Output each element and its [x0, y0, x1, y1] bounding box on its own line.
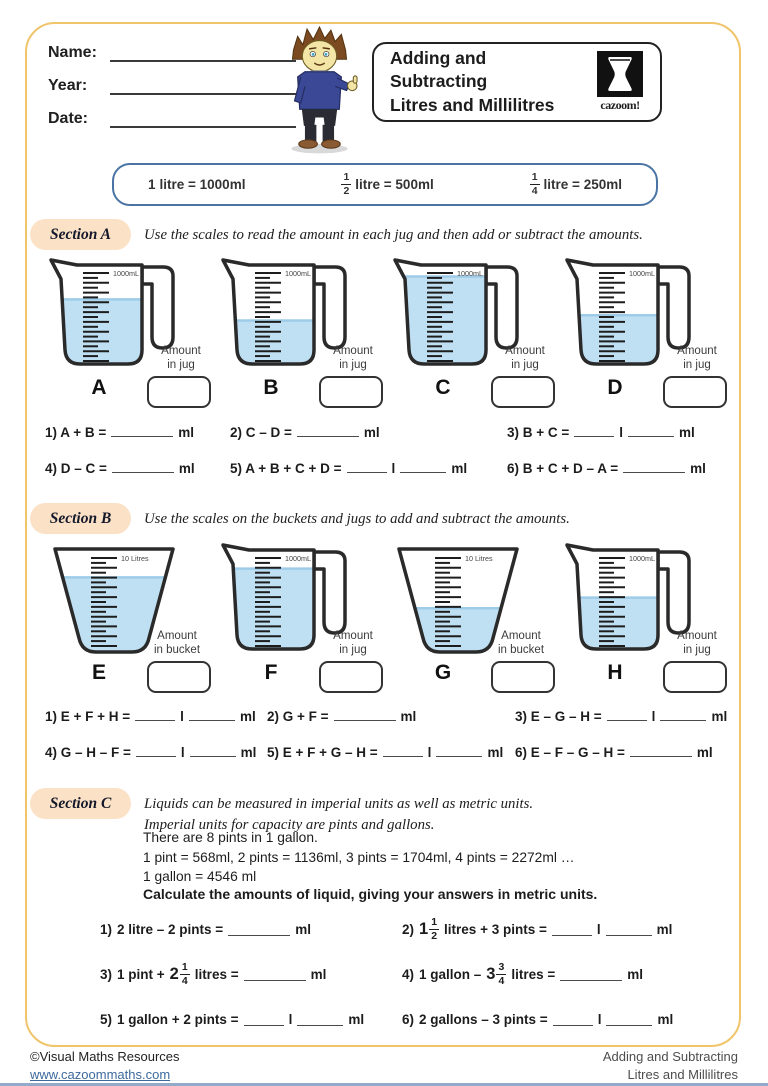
- section-a-questions: [45, 423, 733, 481]
- vessel-A: [45, 257, 217, 409]
- section-c-question-6: 6) 2 gallons – 3 pints = l ml: [402, 1011, 674, 1027]
- section-b-question-2: 2) G + F = ml: [267, 709, 417, 724]
- answer-blank-ml[interactable]: [297, 1012, 343, 1026]
- shoe: [322, 140, 341, 148]
- answer-box-C[interactable]: [491, 376, 555, 408]
- write-line-year[interactable]: [110, 77, 296, 95]
- answer-blank-ml[interactable]: [228, 922, 290, 936]
- answer-box-B[interactable]: [319, 376, 383, 408]
- answer-blank-ml[interactable]: [630, 743, 692, 757]
- section-b-question-5: 5) E + F + G – H = l ml: [267, 745, 504, 760]
- vessel-C: [389, 257, 561, 409]
- answer-blank-ml[interactable]: [400, 459, 446, 473]
- answer-blank-ml[interactable]: [244, 967, 306, 981]
- section-b-question-1: 1) E + F + H = l ml: [45, 709, 256, 724]
- answer-blank-ml[interactable]: [660, 707, 706, 721]
- answer-blank-ml[interactable]: [623, 459, 685, 473]
- section-b-question-3: 3) E – G – H = l ml: [515, 709, 728, 724]
- amount-label-H: Amount in jug: [677, 630, 717, 656]
- section-c-questions: [100, 908, 712, 1040]
- answer-blank-ml[interactable]: [190, 743, 236, 757]
- answer-blank-l[interactable]: [135, 707, 175, 721]
- conversion-3: $\frac{1}{4}$ litre = 250ml: [531, 171, 622, 198]
- field-label-1: Year:: [48, 77, 88, 94]
- section-b-question-6: 6) E – F – G – H = ml: [515, 745, 713, 760]
- answer-blank-ml[interactable]: [606, 922, 652, 936]
- answer-blank-ml[interactable]: [334, 707, 396, 721]
- section-c-pill: Section C: [30, 788, 131, 819]
- field-label-0: Name:: [48, 44, 97, 61]
- amount-label-B: Amount in jug: [333, 345, 373, 371]
- section-a-question-3: 3) B + C = l ml: [507, 425, 695, 440]
- amount-label-C: Amount in jug: [505, 345, 545, 371]
- answer-blank-ml[interactable]: [111, 423, 173, 437]
- answer-blank-ml[interactable]: [560, 967, 622, 981]
- section-c-question-1: 1) 2 litre – 2 pints = ml: [100, 921, 311, 937]
- section-b-instruction: Use the scales on the buckets and jugs to add and subtract the amounts.: [144, 511, 570, 527]
- answer-blank-l[interactable]: [574, 423, 614, 437]
- cazoom-logo-text: cazoom!: [600, 98, 640, 112]
- section-c-question-3: 3) 1 pint + 2 $\frac{1}{4}$ litres = ml: [100, 960, 327, 987]
- field-label-2: Date:: [48, 110, 89, 127]
- cazoommaths-link[interactable]: www.cazoommaths.com: [30, 1066, 171, 1082]
- section-c-task: Calculate the amounts of liquid, giving your answers in metric units.: [143, 886, 598, 902]
- answer-blank-l[interactable]: [383, 743, 423, 757]
- answer-blank-l[interactable]: [347, 459, 387, 473]
- svg-text:1000mL: 1000mL: [457, 269, 483, 278]
- answer-box-H[interactable]: [663, 661, 727, 693]
- student-info-block: [48, 44, 296, 143]
- section-a-question-5: 5) A + B + C + D = l ml: [230, 461, 468, 476]
- answer-blank-l[interactable]: [553, 1012, 593, 1026]
- answer-box-A[interactable]: [147, 376, 211, 408]
- vessel-letter-G: G: [434, 661, 452, 684]
- svg-text:1000mL: 1000mL: [113, 269, 139, 278]
- section-a-header: [30, 219, 643, 250]
- section-a-question-6: 6) B + C + D – A = ml: [507, 461, 706, 476]
- worksheet-title-box: [372, 42, 662, 122]
- amount-label-D: Amount in jug: [677, 345, 717, 371]
- section-c-instruction: Liquids can be measured in imperial units as well as metric units. Imperial units for capacity are pints and gallons.: [144, 796, 534, 834]
- worksheet-title: Adding and Subtracting Litres and Millilitres: [390, 47, 555, 115]
- answer-box-E[interactable]: [147, 661, 211, 693]
- section-c-info: There are 8 pints in 1 gallon. 1 pint = 568ml, 2 pints = 1136ml, 3 pints = 1704ml, 4 pints = 2272ml … 1 gallon = 4546 ml: [143, 830, 575, 885]
- vessel-F: [217, 542, 389, 694]
- svg-text:1000mL: 1000mL: [629, 269, 655, 278]
- section-b-question-4: 4) G – H – F = l ml: [45, 745, 257, 760]
- footer-left: [30, 1048, 180, 1083]
- answer-blank-l[interactable]: [607, 707, 647, 721]
- vessel-E: [45, 542, 217, 694]
- answer-box-G[interactable]: [491, 661, 555, 693]
- amount-label-F: Amount in jug: [333, 630, 373, 656]
- section-a-question-2: 2) C – D = ml: [230, 425, 380, 440]
- face: [302, 41, 336, 72]
- shoe: [299, 140, 318, 148]
- section-c-question-4: 4) 1 gallon – 3 $\frac{3}{4}$ litres = ml: [402, 960, 643, 987]
- amount-label-A: Amount in jug: [161, 345, 201, 371]
- conversion-2: $\frac{1}{2}$ litre = 500ml: [343, 171, 434, 198]
- cazoom-drum-icon: [597, 51, 643, 97]
- cartoon-boy-illustration: [272, 26, 367, 161]
- vessel-B: [217, 257, 389, 409]
- section-a-question-1: 1) A + B = ml: [45, 425, 195, 440]
- section-c-question-2: 2) 1 $\frac{1}{2}$ litres + 3 pints = l ml: [402, 915, 673, 942]
- vessel-H: [561, 542, 733, 694]
- answer-box-D[interactable]: [663, 376, 727, 408]
- section-a-vessels: [45, 257, 733, 409]
- section-a-instruction: Use the scales to read the amount in each jug and then add or subtract the amounts.: [144, 227, 643, 243]
- pants: [302, 109, 337, 126]
- svg-text:1000mL: 1000mL: [285, 554, 311, 563]
- answer-blank-l[interactable]: [244, 1012, 284, 1026]
- vessel-letter-A: A: [91, 376, 107, 399]
- conversion-1: 1 litre = 1000ml: [148, 177, 246, 192]
- vessel-letter-E: E: [91, 661, 106, 684]
- copyright: ©Visual Maths Resources: [30, 1049, 180, 1064]
- answer-blank-l[interactable]: [552, 922, 592, 936]
- svg-text:1000mL: 1000mL: [629, 554, 655, 563]
- cazoom-logo: [588, 51, 652, 113]
- section-a-question-4: 4) D – C = ml: [45, 461, 195, 476]
- vessel-D: [561, 257, 733, 409]
- section-a-pill: Section A: [30, 219, 131, 250]
- amount-label-E: Amount in bucket: [153, 630, 201, 656]
- svg-text:10 Litres: 10 Litres: [465, 554, 493, 563]
- answer-blank-ml[interactable]: [628, 423, 674, 437]
- vessel-letter-H: H: [607, 661, 623, 684]
- answer-blank-ml[interactable]: [297, 423, 359, 437]
- section-b-pill: Section B: [30, 503, 131, 534]
- section-b-vessels: [45, 542, 733, 694]
- vessel-letter-F: F: [264, 661, 278, 684]
- conversion-reference-box: [112, 163, 658, 206]
- write-line-name[interactable]: [110, 44, 296, 62]
- vessel-letter-C: C: [435, 376, 451, 399]
- svg-text:10 Litres: 10 Litres: [121, 554, 149, 563]
- answer-blank-ml[interactable]: [189, 707, 235, 721]
- write-line-date[interactable]: [110, 110, 296, 128]
- footer-right: Adding and Subtracting Litres and Millilitres: [602, 1049, 738, 1082]
- answer-box-F[interactable]: [319, 661, 383, 693]
- answer-blank-ml[interactable]: [112, 459, 174, 473]
- vessel-letter-D: D: [607, 376, 623, 399]
- vessel-G: [389, 542, 561, 694]
- section-b-questions: [45, 707, 733, 765]
- section-c-question-5: 5) 1 gallon + 2 pints = l ml: [100, 1011, 365, 1027]
- amount-label-G: Amount in bucket: [497, 630, 545, 656]
- vessel-letter-B: B: [263, 376, 279, 399]
- answer-blank-l[interactable]: [136, 743, 176, 757]
- svg-text:1000mL: 1000mL: [285, 269, 311, 278]
- section-b-header: [30, 503, 570, 534]
- answer-blank-ml[interactable]: [606, 1012, 652, 1026]
- answer-blank-ml[interactable]: [436, 743, 482, 757]
